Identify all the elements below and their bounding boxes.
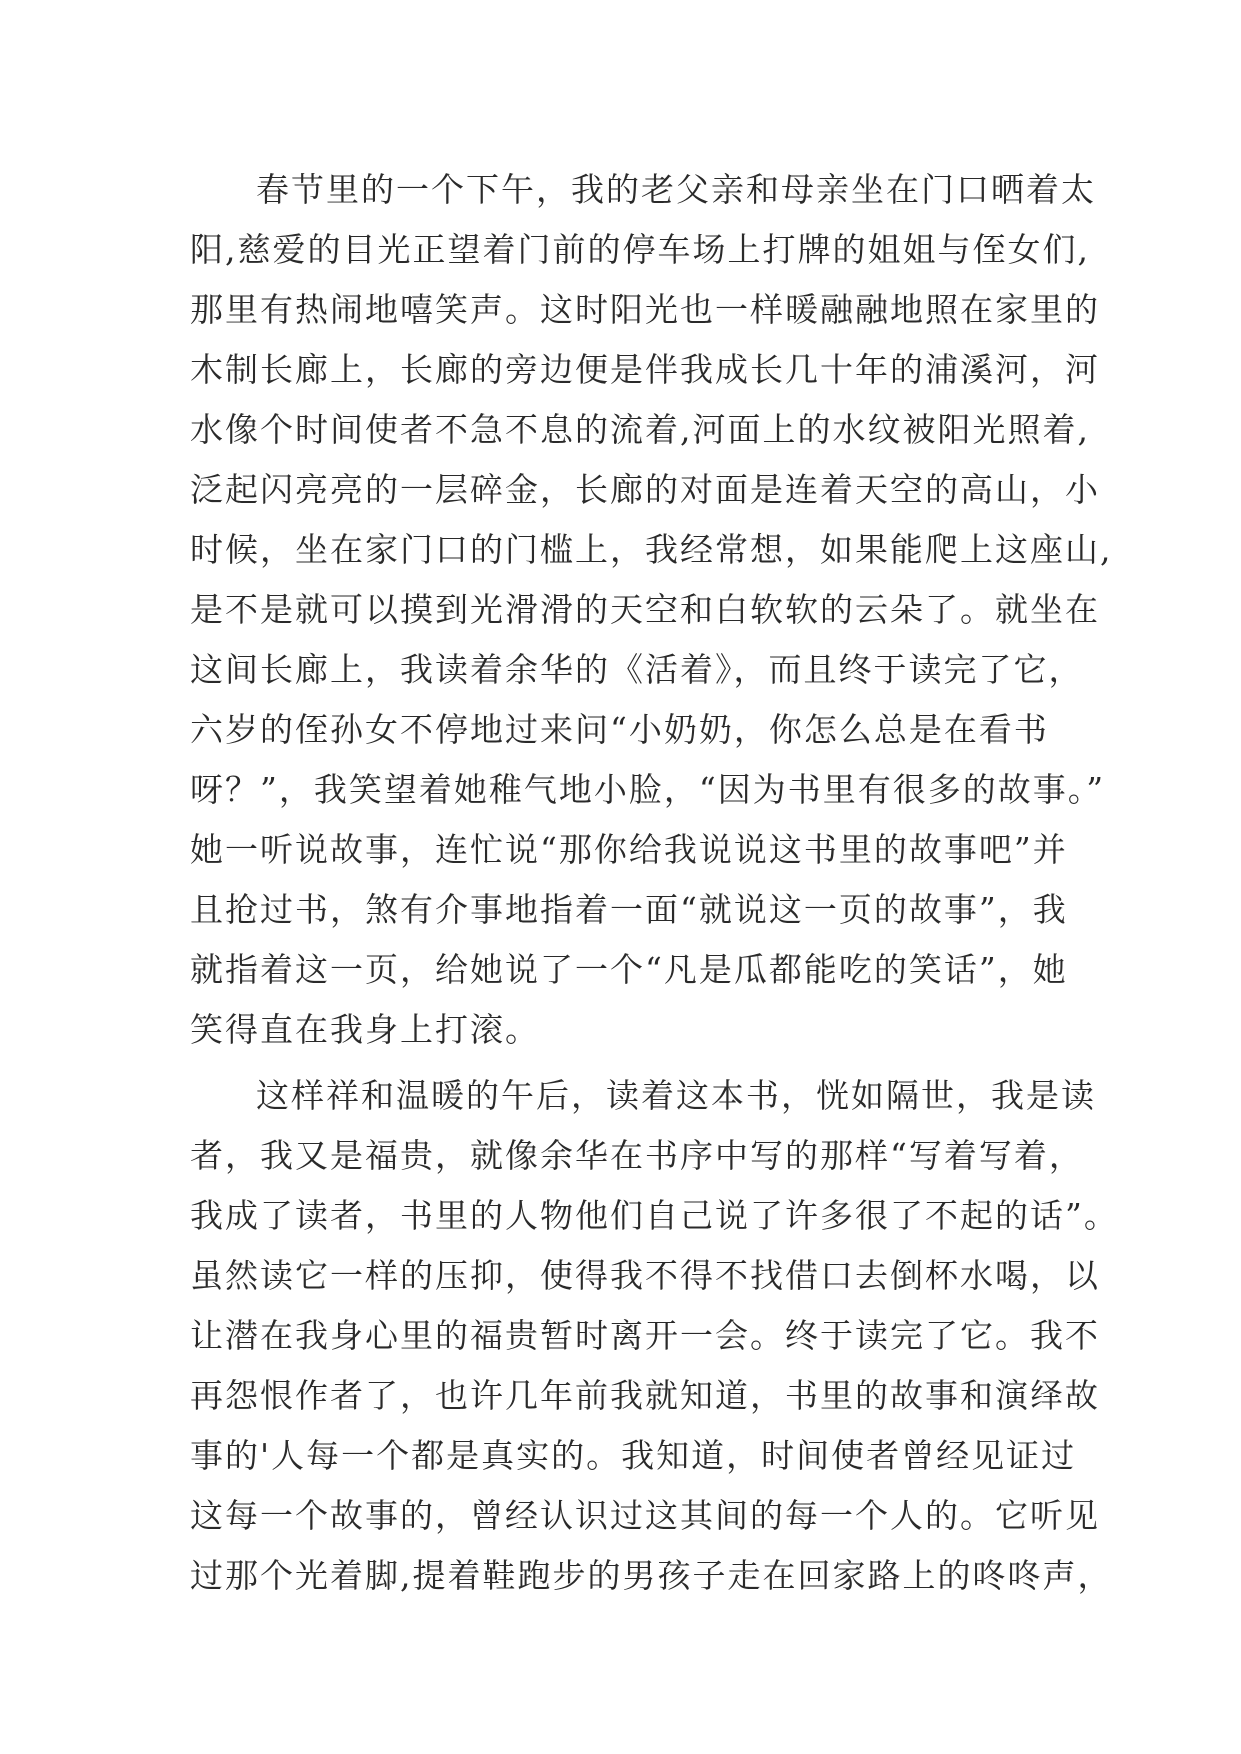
text-line: 这样祥和温暖的午后，读着这本书，恍如隔世，我是读 — [256, 1076, 1096, 1115]
paragraph-2 — [190, 1066, 1119, 1606]
text-line: 笑得直在我身上打滚。 — [190, 1010, 540, 1049]
text-line: 那里有热闹地嘻笑声。这时阳光也一样暖融融地照在家里的 — [190, 290, 1100, 329]
text-line: 春节里的一个下午，我的老父亲和母亲坐在门口晒着太 — [256, 170, 1096, 209]
text-line: 这间长廊上，我读着余华的《活着》，而且终于读完了它， — [190, 650, 1084, 689]
text-line: 水像个时间使者不急不息的流着,河面上的水纹被阳光照着, — [190, 410, 1090, 449]
text-line: 泛起闪亮亮的一层碎金，长廊的对面是连着天空的高山，小 — [190, 470, 1100, 509]
text-line: 我成了读者，书里的人物他们自己说了许多很了不起的话”。 — [190, 1196, 1119, 1235]
text-line: 者，我又是福贵，就像余华在书序中写的那样“写着写着， — [190, 1136, 1084, 1175]
text-line: 再怨恨作者了，也许几年前我就知道，书里的故事和演绎故 — [190, 1376, 1100, 1415]
text-line: 虽然读它一样的压抑，使得我不得不找借口去倒杯水喝，以 — [190, 1256, 1100, 1295]
text-line: 让潜在我身心里的福贵暂时离开一会。终于读完了它。我不 — [190, 1316, 1100, 1355]
text-line: 事的'人每一个都是真实的。我知道，时间使者曾经见证过 — [190, 1436, 1077, 1475]
text-line: 木制长廊上，长廊的旁边便是伴我成长几十年的浦溪河，河 — [190, 350, 1100, 389]
paragraph-1 — [190, 160, 1113, 1060]
text-line: 六岁的侄孙女不停地过来问“小奶奶，你怎么总是在看书 — [190, 710, 1049, 749]
text-line: 她一听说故事，连忙说“那你给我说说这书里的故事吧”并 — [190, 830, 1068, 869]
text-line: 时候，坐在家门口的门槛上，我经常想，如果能爬上这座山, — [190, 530, 1113, 569]
text-line: 呀？”，我笑望着她稚气地小脸，“因为书里有很多的故事。” — [190, 770, 1106, 809]
text-line: 这每一个故事的，曾经认识过这其间的每一个人的。它听见 — [190, 1496, 1100, 1535]
body-text — [190, 160, 1119, 1606]
text-line: 阳,慈爱的目光正望着门前的停车场上打牌的姐姐与侄女们, — [190, 230, 1090, 269]
text-line: 且抢过书，煞有介事地指着一面“就说这一页的故事”，我 — [190, 890, 1068, 929]
text-line: 就指着这一页，给她说了一个“凡是瓜都能吃的笑话”，她 — [190, 950, 1068, 989]
text-line: 是不是就可以摸到光滑滑的天空和白软软的云朵了。就坐在 — [190, 590, 1100, 629]
text-line: 过那个光着脚,提着鞋跑步的男孩子走在回家路上的咚咚声， — [190, 1556, 1113, 1595]
